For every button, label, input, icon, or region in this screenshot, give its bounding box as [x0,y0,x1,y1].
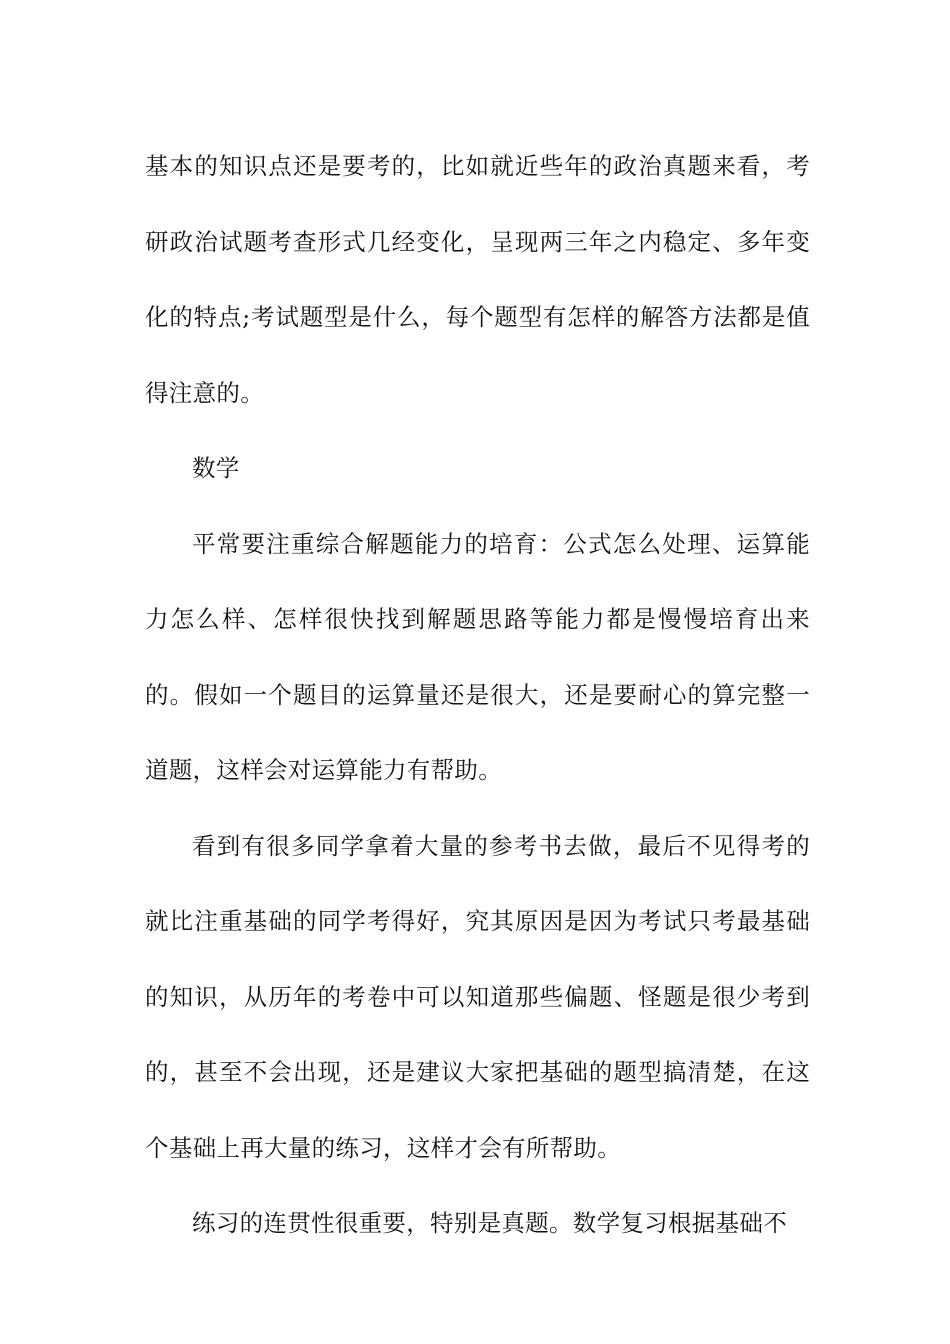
paragraph-math-basics: 看到有很多同学拿着大量的参考书去做，最后不见得考的就比注重基础的同学考得好，究其原因是因为考试只考最基础的知识，从历年的考卷中可以知道那些偏题、怪题是很少考到的，甚至不会出现，还是建议大家把基础的题型搞清楚，在这个基础上再大量的练习，这样才会有所帮助。 [145,831,810,1162]
paragraph-math-practice: 练习的连贯性很重要，特别是真题。数学复习根据基础不 [192,1209,787,1237]
paragraph-math-ability: 平常要注重综合解题能力的培育：公式怎么处理、运算能力怎么样、怎样很快找到解题思路等能力都是慢慢培育出来的。假如一个题目的运算量还是很大，还是要耐心的算完整一道题，这样会对运算能力有帮助。 [145,529,810,784]
section-heading-math: 数学 [192,454,240,482]
document-body [145,129,810,1262]
paragraph-politics-continued: 基本的知识点还是要考的，比如就近些年的政治真题来看，考研政治试题考查形式几经变化，呈现两三年之内稳定、多年变化的特点;考试题型是什么，每个题型有怎样的解答方法都是值得注意的。 [145,152,810,407]
